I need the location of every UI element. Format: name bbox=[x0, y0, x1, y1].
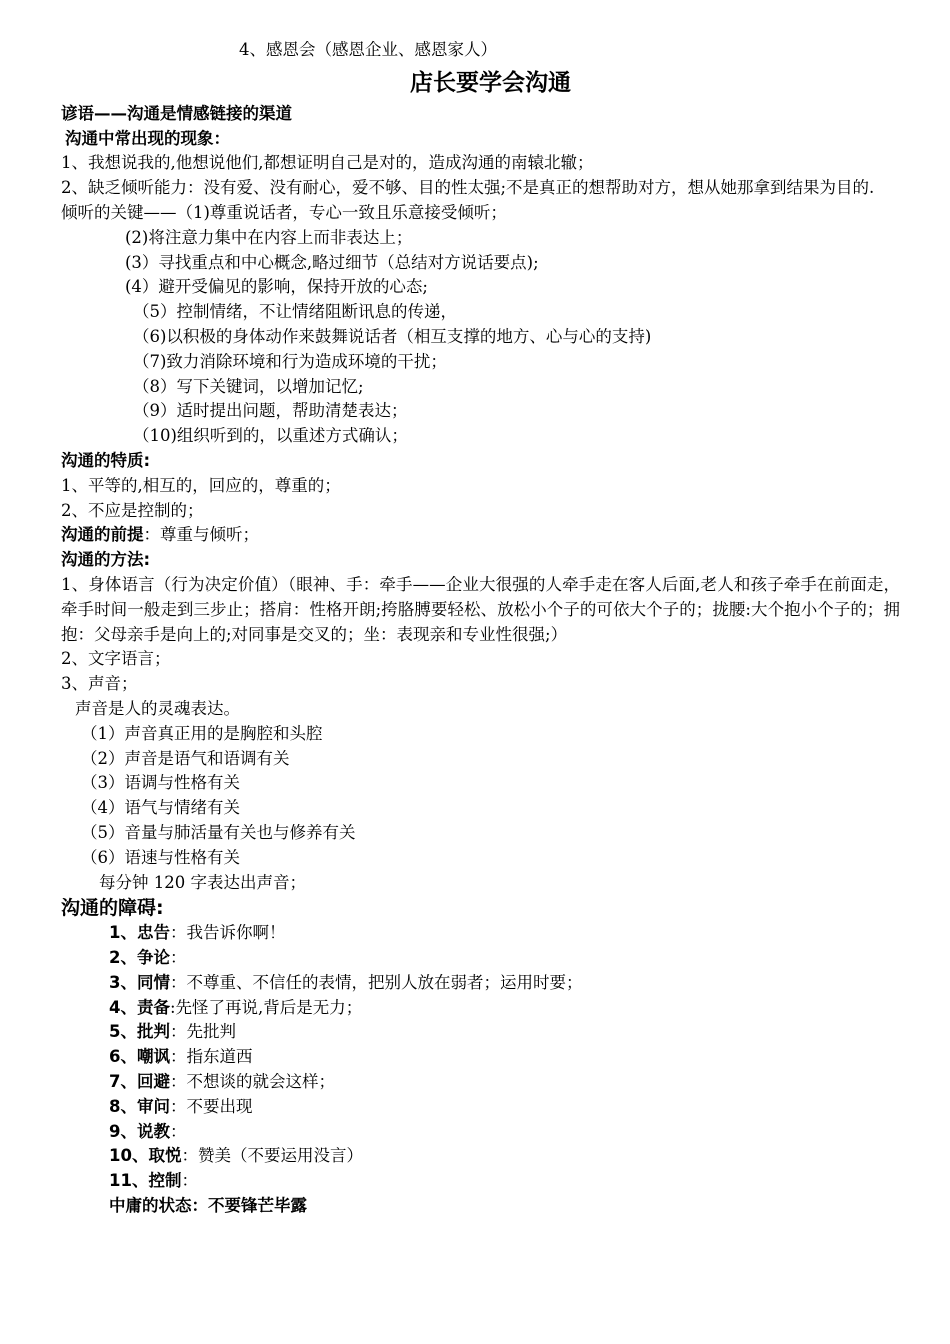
listening-item: 倾听的关键——（1)尊重说话者，专心一致且乐意接受倾听； bbox=[61, 202, 507, 222]
methods-item: 1、身体语言（行为决定价值）（眼神、手：牵手——企业大很强的人牵手走在客人后面,老人和孩子牵手在前面走，牵手时间一般走到三步止；搭肩：性格开朗;挎胳膊要轻松、放松小个子的可依大个子的；拢腰:大个抱小个子的；拥抱：父母亲手是向上的;对同事是交叉的；坐：表现亲和专业性很强;） bbox=[61, 574, 900, 644]
obstacle-text: ：指东道西 bbox=[169, 1047, 253, 1067]
methods-heading: 沟通的方法: bbox=[61, 550, 151, 570]
obstacle-item bbox=[61, 1120, 900, 1145]
obstacle-item bbox=[61, 1070, 900, 1095]
listening-item: （6)以积极的身体动作来鼓舞说话者（相互支撑的地方、心与心的支持) bbox=[133, 326, 652, 346]
premise-label: 沟通的前提 bbox=[61, 525, 144, 545]
obstacle-text: ：不想谈的就会这样； bbox=[169, 1072, 335, 1092]
page-title: 店长要学会沟通 bbox=[410, 69, 571, 96]
obstacle-text: ：我告诉你啊！ bbox=[169, 923, 286, 943]
obstacle-item bbox=[61, 1144, 900, 1169]
traits-item: 2、不应是控制的； bbox=[61, 500, 204, 520]
obstacle-item bbox=[61, 946, 900, 971]
obstacle-text: ：先批判 bbox=[169, 1022, 236, 1042]
listening-item: （10)组织听到的，以重述方式确认； bbox=[133, 426, 408, 446]
voice-item: （2）声音是语气和语调有关 bbox=[81, 748, 290, 768]
obstacle-item bbox=[61, 1169, 900, 1194]
obstacle-label: 1、忠告 bbox=[109, 923, 170, 943]
phenomena-item: 2、缺乏倾听能力：没有爱、没有耐心，爱不够、目的性太强;不是真正的想帮助对方，想从她那拿到结果为目的. bbox=[61, 178, 875, 198]
voice-item: （4）语气与情绪有关 bbox=[81, 798, 240, 818]
listening-item: (3）寻找重点和中心概念,略过细节（总结对方说话要点); bbox=[125, 252, 539, 272]
traits-heading: 沟通的特质: bbox=[61, 450, 151, 470]
obstacle-label: 7、回避 bbox=[109, 1072, 170, 1092]
voice-item: （6）语速与性格有关 bbox=[81, 847, 240, 867]
obstacle-item bbox=[61, 1020, 900, 1045]
traits-item: 1、平等的,相互的，回应的，尊重的； bbox=[61, 475, 341, 495]
listening-item: (2)将注意力集中在内容上而非表达上； bbox=[125, 227, 413, 247]
obstacle-label: 2、争论 bbox=[109, 948, 170, 968]
obstacle-text: :先怪了再说,背后是无力； bbox=[169, 997, 363, 1017]
obstacle-label: 9、说教 bbox=[109, 1121, 170, 1141]
obstacle-item bbox=[61, 1095, 900, 1120]
obstacle-text: ： bbox=[169, 948, 187, 968]
listening-item: （9）适时提出问题，帮助清楚表达； bbox=[133, 401, 408, 421]
obstacle-item bbox=[61, 921, 900, 946]
obstacle-text: ： bbox=[181, 1171, 198, 1191]
voice-rate: 每分钟 120 字表达出声音； bbox=[99, 872, 306, 892]
obstacle-text: ：不要出现 bbox=[169, 1096, 253, 1116]
obstacle-label: 3、同情 bbox=[109, 972, 170, 992]
voice-item: （3）语调与性格有关 bbox=[81, 773, 240, 793]
obstacle-item bbox=[61, 971, 900, 996]
premise-text: ：尊重与倾听； bbox=[143, 525, 259, 545]
obstacle-label: 8、审问 bbox=[109, 1096, 170, 1116]
methods-item: 2、文字语言； bbox=[61, 649, 171, 669]
listening-item: （7)致力消除环境和行为造成环境的干扰； bbox=[133, 351, 447, 371]
obstacle-label: 6、嘲讽 bbox=[109, 1047, 170, 1067]
obstacles-heading: 沟通的障碍: bbox=[61, 897, 164, 920]
voice-item: （5）音量与肺活量有关也与修养有关 bbox=[81, 822, 356, 842]
methods-item: 3、声音； bbox=[61, 674, 138, 694]
obstacle-text: ： bbox=[169, 1121, 187, 1141]
obstacle-item bbox=[61, 1045, 900, 1070]
obstacle-label: 11、控制 bbox=[109, 1171, 182, 1191]
obstacle-label: 5、批判 bbox=[109, 1022, 170, 1042]
closing-line: 中庸的状态：不要锋芒毕露 bbox=[109, 1196, 307, 1216]
motto: 谚语——沟通是情感链接的渠道 bbox=[61, 103, 292, 123]
obstacle-text: ：不尊重、不信任的表情，把别人放在弱者；运用时要； bbox=[169, 972, 583, 992]
listening-item: （8）写下关键词，以增加记忆; bbox=[133, 376, 364, 396]
top-line: 4、感恩会（感恩企业、感恩家人） bbox=[239, 40, 497, 59]
phenomena-heading: 沟通中常出现的现象： bbox=[65, 128, 230, 148]
premise-line bbox=[61, 523, 900, 548]
voice-intro: 声音是人的灵魂表达。 bbox=[75, 698, 240, 718]
obstacle-label: 10、取悦 bbox=[109, 1146, 182, 1166]
listening-item: （5）控制情绪，不让情绪阻断讯息的传递， bbox=[133, 302, 457, 322]
voice-item: （1）声音真正用的是胸腔和头腔 bbox=[81, 723, 323, 743]
listening-item: (4）避开受偏见的影响，保持开放的心态; bbox=[125, 277, 428, 297]
obstacle-item bbox=[61, 996, 900, 1021]
phenomena-item: 1、我想说我的,他想说他们,都想证明自己是对的，造成沟通的南辕北辙； bbox=[61, 153, 594, 173]
obstacle-text: ：赞美（不要运用没言） bbox=[181, 1146, 363, 1166]
obstacle-label: 4、责备 bbox=[109, 997, 170, 1017]
